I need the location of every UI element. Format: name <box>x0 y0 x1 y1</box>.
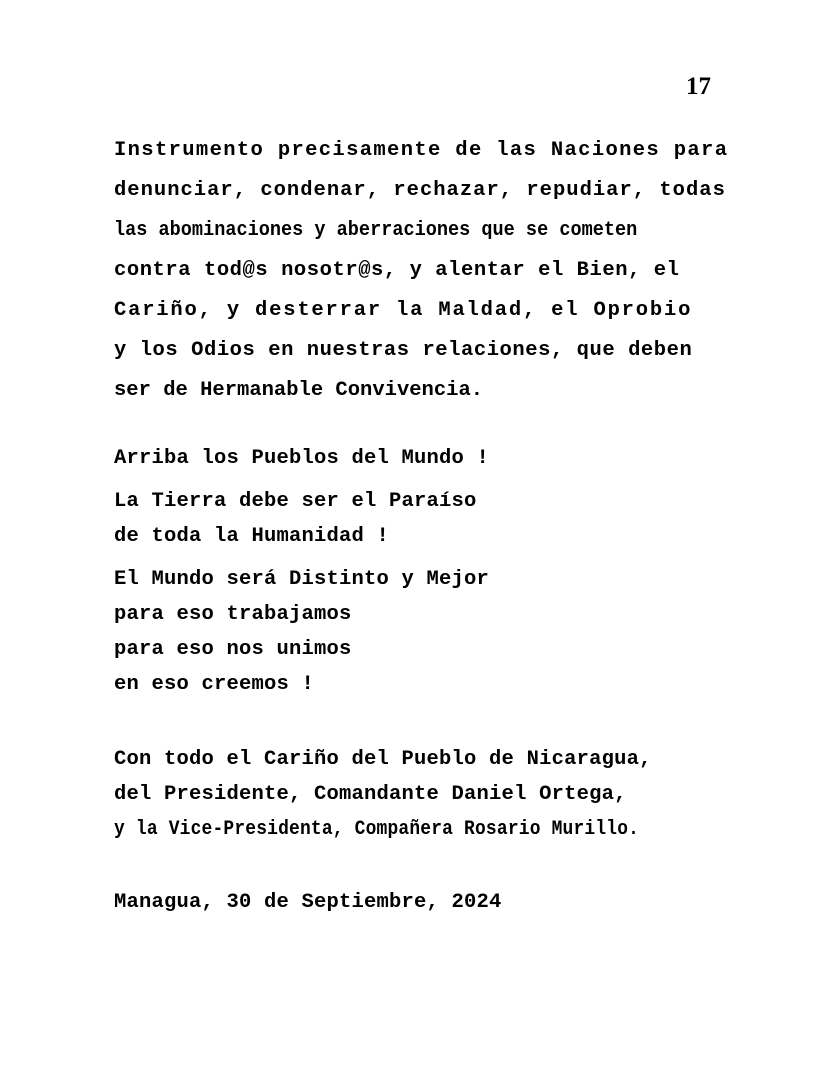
block-spacer <box>114 411 711 441</box>
body-line: Instrumento precisamente de las Naciones para <box>114 139 729 162</box>
verse-block-1 <box>114 441 711 476</box>
verse-line: El Mundo será Distinto y Mejor <box>114 568 490 591</box>
verse-line: para eso trabajamos <box>114 603 352 626</box>
dateline-line: Managua, 30 de Septiembre, 2024 <box>114 891 502 914</box>
closing-block <box>114 742 711 847</box>
dateline-block <box>114 885 711 920</box>
page-number: 17 <box>686 73 711 100</box>
block-spacer <box>114 476 711 484</box>
body-line: Cariño, y desterrar la Maldad, el Oprobio <box>114 299 693 322</box>
closing-line: Con todo el Cariño del Pueblo de Nicaragua, <box>114 748 652 771</box>
body-line: contra tod@s nosotr@s, y alentar el Bien, el <box>114 259 680 282</box>
closing-line: y la Vice-Presidenta, Compañera Rosario Murillo. <box>114 818 640 841</box>
closing-line: del Presidente, Comandante Daniel Ortega, <box>114 783 627 806</box>
block-spacer <box>114 702 711 742</box>
body-line: ser de Hermanable Convivencia. <box>114 379 484 402</box>
verse-block-3 <box>114 562 711 702</box>
body-line: denunciar, condenar, rechazar, repudiar, todas <box>114 179 726 202</box>
verse-line: para eso nos unimos <box>114 638 352 661</box>
body-line: las abominaciones y aberraciones que se cometen <box>114 219 638 242</box>
verse-line: de toda la Humanidad ! <box>114 525 390 548</box>
verse-block-2 <box>114 484 711 554</box>
verse-line: en eso creemos ! <box>114 673 315 696</box>
block-spacer <box>114 847 711 885</box>
paragraph-block-1 <box>114 131 729 411</box>
body-line: y los Odios en nuestras relaciones, que deben <box>114 339 693 362</box>
document-body <box>114 131 729 920</box>
verse-line: Arriba los Pueblos del Mundo ! <box>114 447 490 470</box>
block-spacer <box>114 554 711 562</box>
verse-line: La Tierra debe ser el Paraíso <box>114 490 477 513</box>
